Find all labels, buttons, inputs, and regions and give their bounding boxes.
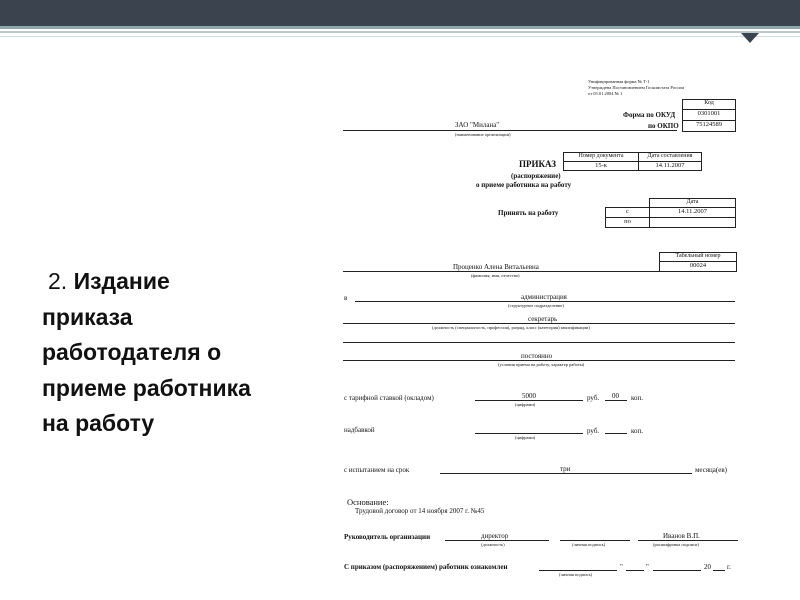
ack-label: С приказом (распоряжением) работник ознакомлен — [344, 563, 508, 571]
slide-title-line-3: работодателя о — [42, 339, 222, 365]
stamp-line-1: Унифицированная форма № Т-1 — [588, 79, 650, 84]
department-caption: (структурное подразделение) — [508, 303, 564, 308]
bonus-line — [475, 433, 583, 434]
bonus-kop-line — [605, 433, 627, 434]
docnum-header: Номер документа — [563, 152, 639, 162]
ack-year-line — [713, 570, 725, 571]
org-name-line — [343, 130, 677, 131]
rub-label: руб. — [587, 394, 600, 402]
org-caption: (наименование организации) — [455, 132, 511, 137]
salary-line — [475, 400, 583, 401]
order-form-image — [335, 72, 745, 582]
probation-line — [440, 473, 692, 474]
slide-title-line-5: на работу — [42, 410, 155, 436]
stamp-line-2: Утверждена Постановлением Госкомстата России — [588, 85, 684, 90]
signature-caption: (личная подпись) — [572, 542, 606, 547]
basis-label: Основание: — [347, 497, 389, 507]
header-arrow-icon — [741, 33, 759, 43]
rub2-label: руб. — [587, 427, 600, 435]
tabnum-value: 00024 — [659, 261, 737, 272]
slide-number: 2. — [48, 268, 68, 294]
ack-month-line — [653, 570, 701, 571]
blank-line — [343, 342, 735, 343]
employee-line — [343, 271, 659, 272]
slide-title-line-1: Издание — [73, 268, 170, 294]
head-position-caption: (должность) — [481, 542, 505, 547]
okpo-label: по ОКПО — [648, 122, 679, 130]
tabnum-header: Табельный номер — [659, 252, 737, 262]
accent-stripe-thin — [0, 31, 800, 33]
kop2-label: коп. — [631, 427, 644, 435]
order-topic: о приеме работника на работу — [476, 181, 572, 189]
digits-caption: (цифрами) — [515, 402, 536, 407]
months-label: месяца(ев) — [695, 466, 727, 474]
department: администрация — [521, 293, 567, 301]
kop-label: коп. — [631, 394, 644, 402]
order-subtitle: (распоряжение) — [511, 172, 561, 180]
from-value: 14.11.2007 — [649, 207, 736, 218]
to-value-empty — [649, 217, 736, 228]
slide-title-line-2: приказа — [42, 303, 133, 330]
ack-signature-caption: (личная подпись) — [559, 572, 593, 577]
digits-caption-2: (цифрами) — [515, 435, 536, 440]
from-label: с — [605, 207, 650, 218]
salary-value: 5000 — [522, 392, 536, 400]
top-bar — [0, 0, 800, 26]
okud-label: Форма по ОКУД — [623, 111, 676, 119]
ack-signature-line — [539, 570, 617, 571]
ack-year: 20 — [704, 563, 711, 571]
employee-caption: (фамилия, имя, отчество) — [471, 273, 520, 278]
date-header: Дата составления — [638, 152, 702, 162]
stamp-line-3: от 05.01.2004 № 1 — [588, 91, 623, 96]
to-label: по — [605, 217, 650, 228]
probation-label: с испытанием на срок — [344, 466, 410, 474]
date-value: 14.11.2007 — [638, 161, 702, 171]
accent-stripe — [0, 26, 800, 29]
kop-line — [605, 400, 627, 401]
position-caption: (должность (специальность, профессия), разряд, класс (категория) квалификации) — [432, 325, 590, 330]
okud-code: 0301001 — [682, 109, 736, 121]
accept-label: Принять на работу — [498, 209, 559, 217]
ack-day-line — [626, 570, 644, 571]
head-label: Руководитель организации — [344, 533, 431, 541]
date-table-header: Дата — [649, 198, 736, 208]
employee-name: Проценко Алена Витальевна — [453, 263, 539, 271]
position: секретарь — [528, 315, 558, 323]
head-position-line — [445, 540, 549, 541]
order-title: ПРИКАЗ — [519, 159, 557, 169]
head-name-caption: (расшифровка подписи) — [653, 542, 699, 547]
accent-stripe-faint — [0, 36, 800, 37]
org-name: ЗАО "Милана" — [455, 121, 500, 129]
ack-quote-close: " — [646, 563, 649, 571]
docnum-value: 15-к — [563, 161, 639, 171]
head-name: Иванов В.П. — [663, 532, 700, 540]
position-line — [343, 323, 735, 324]
ack-year-suffix: г. — [727, 563, 731, 571]
code-header: Код — [682, 99, 736, 110]
in-label: в — [344, 294, 348, 302]
conditions-line — [343, 360, 735, 361]
slide-title-line-4: приеме работника — [42, 374, 251, 401]
conditions: постоянно — [521, 352, 553, 360]
probation-value: три — [560, 465, 571, 473]
slide-title — [42, 264, 312, 442]
bonus-label: надбавкой — [344, 426, 375, 434]
head-name-line — [638, 540, 738, 541]
okpo-code: 75124589 — [682, 120, 736, 132]
head-position: директор — [481, 532, 509, 540]
ack-quote-open: " — [620, 563, 623, 571]
basis-value: Трудовой договор от 14 ноября 2007 г. №45 — [355, 507, 485, 515]
kop-value: 00 — [612, 392, 619, 400]
conditions-caption: (условия приема на работу, характер работы) — [498, 362, 585, 367]
salary-label: с тарифной ставкой (окладом) — [344, 394, 434, 402]
head-signature-line — [560, 540, 630, 541]
department-line — [355, 301, 735, 302]
